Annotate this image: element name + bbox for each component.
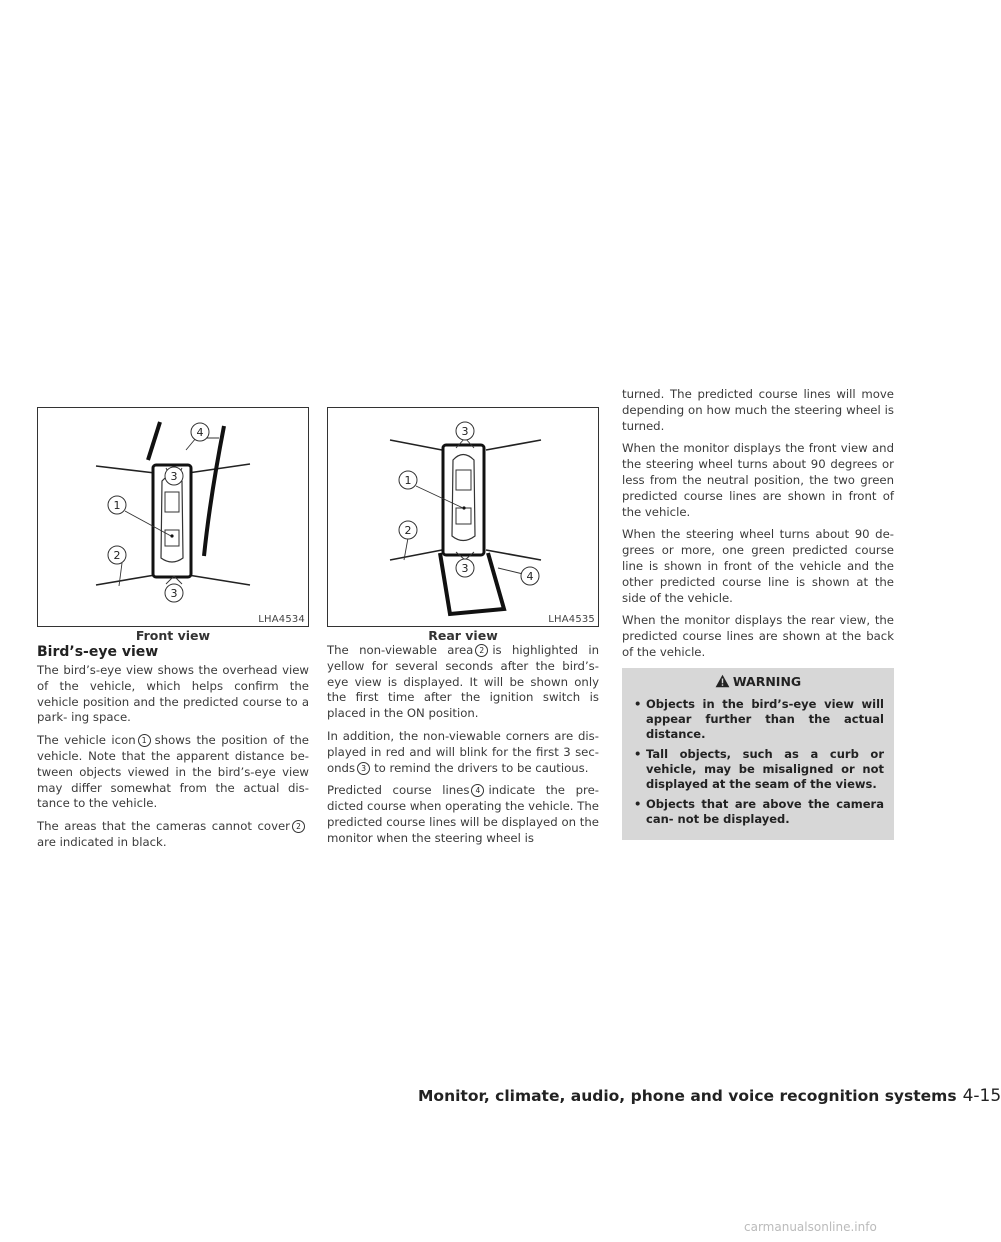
front-view-diagram: [38, 408, 308, 626]
callout-4: 4: [471, 784, 484, 797]
warning-triangle-icon: [715, 674, 730, 691]
paragraph: When the monitor displays the front view and the steering wheel turns about 90 degrees or less from the neutral position, the two green predicted course lines are shown in front of the vehicle.: [622, 441, 894, 519]
warning-list: [632, 697, 884, 827]
svg-text:1: 1: [404, 474, 412, 487]
paragraph: When the monitor displays the rear view, the predicted course lines are shown at the back of the vehicle.: [622, 613, 894, 659]
callout-3-bottom-marker: [456, 559, 474, 577]
paragraph: The non-viewable area 2 is highlighted in yellow for several seconds after the bird’s- eye view is displayed. It will be shown only the first time after the ignition switch is placed in the ON position.: [327, 643, 600, 721]
callout-3-bottom-marker: [165, 584, 183, 602]
column-1: [37, 407, 309, 858]
warning-title: WARNING: [632, 674, 884, 691]
callout-3-top-marker: [456, 422, 474, 440]
svg-text:3: 3: [461, 562, 469, 575]
warning-item: • Objects in the bird’s-eye view will appear further than the actual distance.: [634, 696, 884, 741]
svg-text:3: 3: [170, 470, 178, 483]
paragraph: Predicted course lines 4 indicate the pre- dicted course when operating the vehicle. The predicted course lines will be displayed on the monitor when the steering wheel is: [327, 783, 599, 845]
svg-text:2: 2: [404, 524, 412, 537]
svg-text:1: 1: [113, 499, 121, 512]
chapter-title: Monitor, climate, audio, phone and voice recognition systems: [418, 1087, 957, 1105]
paragraph: turned. The predicted course lines will move depending on how much the steering wheel is turned.: [622, 387, 894, 433]
paragraph: When the steering wheel turns about 90 de- grees or more, one green predicted course line is shown in front of the vehicle and the other predicted course line is shown at the side of the vehicle.: [622, 527, 894, 605]
callout-4-marker: [191, 423, 209, 441]
callout-3: 3: [357, 762, 370, 775]
svg-text:4: 4: [196, 426, 204, 439]
svg-text:3: 3: [461, 425, 469, 438]
warning-item: • Tall objects, such as a curb or vehicle, may be misaligned or not displayed at the seam of the views.: [634, 746, 884, 791]
callout-1-marker: [108, 496, 126, 514]
page-number: 4-15: [962, 1086, 1001, 1106]
callout-4-marker: [521, 567, 539, 585]
paragraph: The bird’s-eye view shows the overhead view of the vehicle, which helps confirm the vehicle position and the predicted course to a park- ing space.: [37, 663, 309, 725]
callout-3-top-marker: [165, 467, 183, 485]
column-2: [327, 407, 599, 854]
svg-text:4: 4: [526, 570, 534, 583]
callout-2: 2: [292, 820, 305, 833]
section-heading: Bird’s-eye view: [37, 644, 159, 660]
watermark: carmanualsonline.info: [744, 1220, 877, 1234]
warning-item: • Objects that are above the camera can- not be displayed.: [634, 796, 884, 826]
rear-view-caption: Rear view: [428, 628, 498, 643]
warning-box: [622, 668, 894, 840]
callout-2-marker: [108, 546, 126, 564]
paragraph: In addition, the non-viewable corners are dis- played in red and will blink for the first 3 sec- onds 3 to remind the drivers to be cautious.: [327, 728, 599, 775]
paragraph: The vehicle icon 1 shows the position of the vehicle. Note that the apparent distance be- tween objects viewed in the bird’s-eye view may differ somewhat from the actual dis- tance to the vehicle.: [37, 733, 309, 811]
callout-1-marker: [399, 471, 417, 489]
callout-2: 2: [475, 644, 488, 657]
front-view-caption: Front view: [135, 628, 211, 643]
column-3: [622, 387, 894, 840]
front-view-figure: [37, 407, 309, 627]
paragraph: The areas that the cameras cannot cover 2are indicated in black.: [37, 819, 309, 851]
callout-1: 1: [138, 734, 151, 747]
page-footer: [418, 1086, 1001, 1106]
rear-view-diagram: [328, 408, 598, 626]
figure-id: LHA4534: [258, 614, 305, 625]
svg-text:3: 3: [170, 587, 178, 600]
figure-id: LHA4535: [548, 614, 595, 625]
callout-2-marker: [399, 521, 417, 539]
svg-text:2: 2: [113, 549, 121, 562]
rear-view-figure: [327, 407, 599, 627]
